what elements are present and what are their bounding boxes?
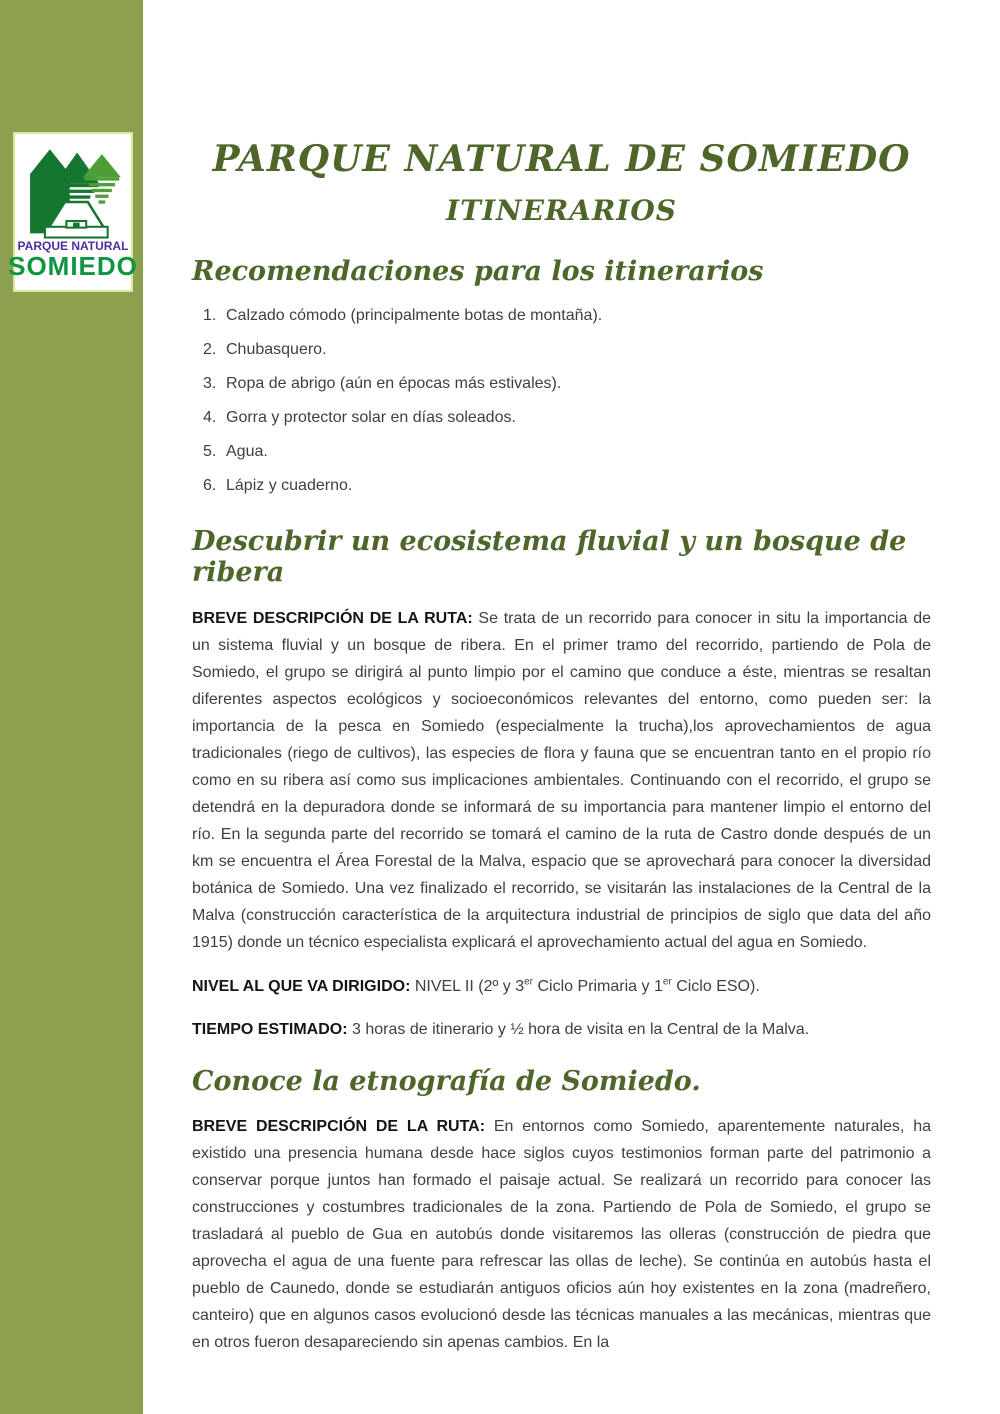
item-text: Ropa de abrigo (aún en épocas más estivales). bbox=[226, 375, 562, 393]
item-number: 4. bbox=[203, 409, 217, 427]
item-text: Agua. bbox=[226, 443, 268, 461]
breve-text-1: Se trata de un recorrido para conocer in situ la importancia de un sistema fluvial y un bosque de ribera. En el primer tramo del recorrido, partiendo de Pola de Somiedo, el grupo se dirigirá al punto limpio por el camino que conduce a éste, mientras se resaltan diferentes aspectos ecológicos y socioeconómicos relevantes del entorno, como pueden ser: la importancia de la pesca en Somiedo (especialmente la trucha),los aprovechamientos de agua tradicionales (riego de cultivos), las especies de flora y fauna que se encuentran tanto en el propio río como en su ribera así como sus implicaciones ambientales. Continuando con el recorrido, el grupo se detendrá en la depuradora donde se informará de su importancia para mantener limpio el entorno del río. En la segunda parte del recorrido se tomará el camino de la ruta de Castro donde después de un km se encuentra el Área Forestal de la Malva, espacio que se aprovechará para conocer la diversidad botánica de Somiedo. Una vez finalizado el recorrido, se visitarán las instalaciones de la Central de la Malva (construcción característica de la arquitectura industrial de principios de siglo que data del año 1915) donde un técnico especialista explicará el aprovechamiento actual del agua en Somiedo. bbox=[192, 609, 931, 951]
section2-heading: Conoce la etnografía de Somiedo. bbox=[192, 1065, 701, 1097]
item-number: 3. bbox=[203, 375, 217, 393]
nivel-line bbox=[192, 975, 931, 999]
mountains-house-icon bbox=[17, 136, 129, 240]
document-content bbox=[192, 0, 931, 1356]
breve-label-1: BREVE DESCRIPCIÓN DE LA RUTA: bbox=[192, 609, 473, 627]
logo-text-somiedo: SOMIEDO bbox=[8, 251, 138, 281]
list-item bbox=[192, 373, 931, 394]
tiempo-line bbox=[192, 1018, 931, 1042]
page-title: PARQUE NATURAL DE SOMIEDO bbox=[212, 138, 911, 180]
tiempo-text: 3 horas de itinerario y ½ hora de visita en la Central de la Malva. bbox=[347, 1020, 810, 1038]
list-item bbox=[192, 407, 931, 428]
item-number: 6. bbox=[203, 477, 217, 495]
list-item bbox=[192, 475, 931, 496]
route-description-1 bbox=[192, 605, 931, 956]
breve-text-2: En entornos como Somiedo, aparentemente naturales, ha existido una presencia humana desde hace siglos cuyos testimonios forman parte del patrimonio a conservar porque juntos han formado el paisaje actual. Se realizará un recorrido para conocer las construcciones y costumbres tradicionales de la zona. Partiendo de Pola de Somiedo, el grupo se trasladará al pueblo de Gua en autobús donde visitaremos las olleras (construcción de piedra que aprovecha el agua de una fuente para refrescar las ollas de leche). Se continúa en autobús hasta el pueblo de Caunedo, donde se estudiarán antiguos oficios aún hoy existentes en la zona (madreñero, canteiro) que en algunos casos evolucionó desde las técnicas manuales a las mecánicas, mientras que en otros fueron desapareciendo sin apenas cambios. En la bbox=[192, 1117, 931, 1351]
nivel-text: NIVEL II (2º y 3 bbox=[410, 977, 525, 995]
recommendations-heading: Recomendaciones para los itinerarios bbox=[192, 256, 764, 288]
item-number: 5. bbox=[203, 443, 217, 461]
park-logo bbox=[8, 132, 138, 292]
nivel-sup: er bbox=[524, 976, 534, 988]
item-text: Calzado cómodo (principalmente botas de montaña). bbox=[226, 307, 603, 325]
nivel-sup: er bbox=[662, 976, 672, 988]
item-text: Lápiz y cuaderno. bbox=[226, 477, 353, 495]
recommendations-list bbox=[192, 305, 931, 496]
nivel-label: NIVEL AL QUE VA DIRIGIDO: bbox=[192, 977, 411, 995]
list-item bbox=[192, 305, 931, 326]
page-subtitle: ITINERARIOS bbox=[446, 193, 677, 227]
item-text: Gorra y protector solar en días soleados. bbox=[226, 409, 516, 427]
nivel-text: Ciclo Primaria y 1 bbox=[533, 977, 663, 995]
item-text: Chubasquero. bbox=[226, 341, 327, 359]
item-number: 2. bbox=[203, 341, 217, 359]
item-number: 1. bbox=[203, 307, 217, 325]
list-item bbox=[192, 339, 931, 360]
section1-heading: Descubrir un ecosistema fluvial y un bosque de ribera bbox=[192, 526, 907, 589]
list-item bbox=[192, 441, 931, 462]
route-description-2 bbox=[192, 1113, 931, 1356]
breve-label-2: BREVE DESCRIPCIÓN DE LA RUTA: bbox=[192, 1117, 486, 1135]
tiempo-label: TIEMPO ESTIMADO: bbox=[192, 1020, 348, 1038]
nivel-text: Ciclo ESO). bbox=[671, 977, 760, 995]
logo-text-parque-natural: PARQUE NATURAL bbox=[17, 239, 129, 253]
